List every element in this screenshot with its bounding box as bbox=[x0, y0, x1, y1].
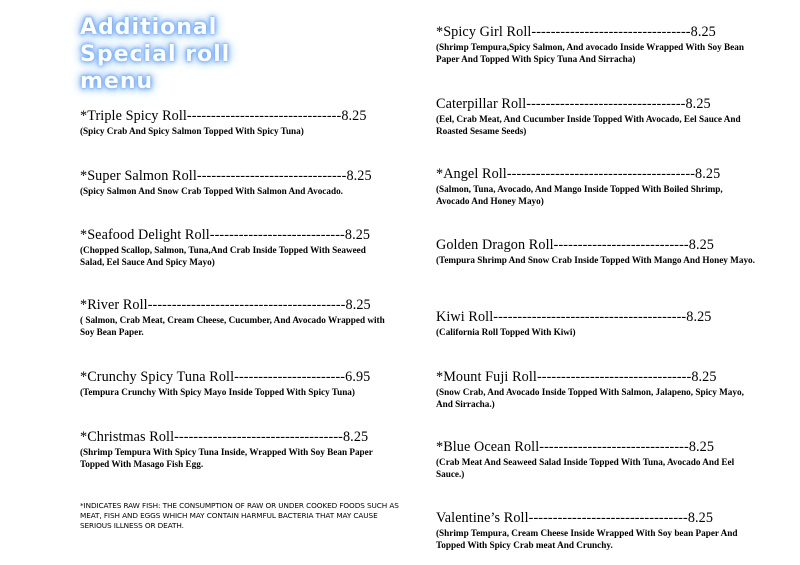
item-dashes: ---------------------------- bbox=[553, 237, 689, 253]
item-name: *River Roll bbox=[80, 297, 148, 313]
item-dashes: -------------------------------- bbox=[536, 369, 692, 385]
item-price: 8.25 bbox=[346, 168, 372, 184]
item-name: Caterpillar Roll bbox=[436, 96, 527, 112]
item-price: 8.25 bbox=[686, 309, 712, 325]
item-name: Golden Dragon Roll bbox=[436, 237, 554, 253]
item-description: ( Salmon, Crab Meat, Cream Cheese, Cucumber, And Avocado Wrapped with Soy Bean Paper. bbox=[80, 315, 385, 337]
item-price: 8.25 bbox=[688, 439, 715, 455]
item-dashes: ---------------------------- bbox=[209, 227, 345, 243]
item-description: (Shrimp Tempura With Spicy Tuna Inside, Wrapped With Soy Bean Paper Topped With Masago Fish Egg. bbox=[80, 447, 373, 469]
item-name: *Spicy Girl Roll bbox=[436, 24, 532, 40]
item-price: 8.25 bbox=[695, 166, 721, 182]
item-name: *Seafood Delight Roll bbox=[80, 227, 210, 243]
raw-fish-disclaimer: *INDICATES RAW FISH: THE CONSUMPTION OF RAW OR UNDER COOKED FOODS SUCH AS MEAT, FISH AND EGGS WHICH MAY CONTAIN HARMFUL BACTERIA THAT MAY CAUSE SERIOUS ILLNESS OR DEATH. bbox=[80, 501, 399, 530]
item-price: 8.25 bbox=[344, 227, 371, 243]
item-description: (Crab Meat And Seaweed Salad Inside Topped With Tuna, Avocado And Eel Sauce.) bbox=[436, 457, 735, 479]
item-description: (Spicy Salmon And Snow Crab Topped With Salmon And Avocado. bbox=[80, 186, 343, 196]
menu-item bbox=[436, 369, 756, 410]
menu-item bbox=[436, 309, 756, 338]
menu-title bbox=[80, 14, 340, 95]
item-dashes: ----------------------------------------- bbox=[147, 297, 346, 313]
menu-item bbox=[80, 369, 385, 398]
item-name: *Super Salmon Roll bbox=[80, 168, 197, 184]
item-description: (Tempura Crunchy With Spicy Mayo Inside Topped With Spicy Tuna) bbox=[80, 387, 355, 397]
item-name: Kiwi Roll bbox=[436, 309, 494, 325]
item-name: *Crunchy Spicy Tuna Roll bbox=[80, 369, 235, 385]
item-name: *Triple Spicy Roll bbox=[80, 108, 187, 124]
item-price: 8.25 bbox=[688, 237, 714, 253]
item-description: (Shrimp Tempura, Cream Cheese Inside Wrapped With Soy bean Paper And Topped With Spicy Crab meat And Crunchy. bbox=[436, 528, 738, 550]
menu-item bbox=[436, 439, 756, 480]
item-dashes: ----------------------------------- bbox=[174, 429, 343, 445]
item-price: 8.25 bbox=[691, 369, 717, 385]
item-description: (Salmon, Tuna, Avocado, And Mango Inside Topped With Boiled Shrimp, Avocado And Honey Mayo) bbox=[436, 184, 723, 206]
menu-item bbox=[436, 510, 756, 551]
item-price: 8.25 bbox=[687, 510, 714, 526]
item-description: (Snow Crab, And Avocado Inside Topped With Salmon, Jalapeno, Spicy Mayo, And Sirracha.) bbox=[436, 387, 744, 409]
item-description: (Spicy Crab And Spicy Salmon Topped With Spicy Tuna) bbox=[80, 126, 304, 136]
menu-item bbox=[80, 227, 385, 268]
item-name: Valentine’s Roll bbox=[436, 510, 529, 526]
menu-item bbox=[80, 108, 385, 137]
item-price: 8.25 bbox=[690, 24, 716, 40]
menu-item bbox=[436, 24, 756, 65]
menu-title-line: Special roll bbox=[80, 42, 231, 67]
item-price: 8.25 bbox=[685, 96, 711, 112]
menu-item bbox=[80, 297, 385, 338]
menu-item bbox=[436, 96, 756, 137]
menu-item bbox=[436, 166, 756, 207]
item-name: *Angel Roll bbox=[436, 166, 507, 182]
item-dashes: ----------------------- bbox=[234, 369, 346, 385]
item-name: *Blue Ocean Roll bbox=[436, 439, 540, 455]
item-name: *Christmas Roll bbox=[80, 429, 175, 445]
item-dashes: ------------------------------- bbox=[196, 168, 347, 184]
item-description: (Chopped Scallop, Salmon, Tuna,And Crab Inside Topped With Seaweed Salad, Eel Sauce And Spicy Mayo) bbox=[80, 245, 366, 267]
item-price: 6.95 bbox=[345, 369, 371, 385]
item-dashes: -------------------------------- bbox=[186, 108, 342, 124]
item-dashes: --------------------------------- bbox=[528, 510, 688, 526]
item-dashes: ------------------------------- bbox=[539, 439, 689, 455]
item-description: (Tempura Shrimp And Snow Crab Inside Topped With Mango And Honey Mayo. bbox=[436, 255, 755, 265]
item-price: 8.25 bbox=[342, 429, 369, 445]
item-description: (California Roll Topped With Kiwi) bbox=[436, 327, 576, 337]
menu-item bbox=[436, 237, 756, 266]
item-price: 8.25 bbox=[345, 297, 371, 313]
item-description: (Shrimp Tempura,Spicy Salmon, And avocado Inside Wrapped With Soy Bean Paper And Topped With Spicy Tuna And Sirracha) bbox=[436, 42, 744, 64]
item-dashes: ---------------------------------------- bbox=[493, 309, 687, 325]
menu-title-line: menu bbox=[80, 69, 154, 94]
item-dashes: --------------------------------------- bbox=[506, 166, 696, 182]
item-description: (Eel, Crab Meat, And Cucumber Inside Topped With Avocado, Eel Sauce And Roasted Sesame Seeds) bbox=[436, 114, 741, 136]
item-price: 8.25 bbox=[341, 108, 367, 124]
item-dashes: --------------------------------- bbox=[526, 96, 686, 112]
item-dashes: --------------------------------- bbox=[531, 24, 691, 40]
item-name: *Mount Fuji Roll bbox=[436, 369, 537, 385]
menu-item bbox=[80, 429, 385, 470]
menu-item bbox=[80, 168, 385, 197]
menu-title-line: Additional bbox=[80, 15, 218, 40]
